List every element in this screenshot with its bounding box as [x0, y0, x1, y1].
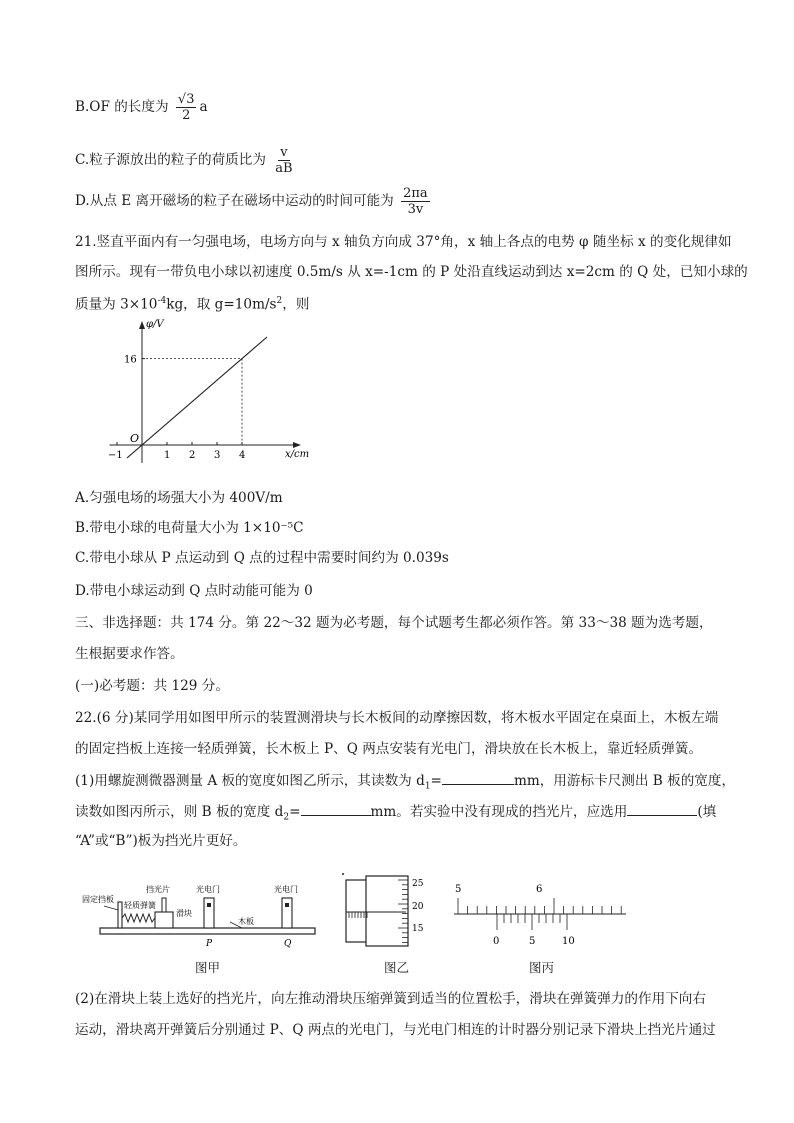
q22-p2-text-d: (填 — [697, 804, 717, 820]
fraction-numerator: 2πa — [403, 186, 428, 201]
thimble-label-25: 25 — [412, 879, 424, 889]
option-b-tail: a — [199, 99, 208, 115]
main-label-5: 5 — [455, 884, 462, 895]
figure-jia-apparatus — [80, 880, 320, 960]
x-tick-label: 1 — [164, 450, 171, 461]
slider-block — [155, 912, 173, 928]
fraction-numerator: v — [280, 145, 288, 160]
phi-x-chart — [90, 315, 330, 475]
answer-blank-d2[interactable] — [301, 801, 371, 816]
caption-yi: 图乙 — [384, 960, 410, 975]
q21-line-3 — [75, 292, 309, 314]
option-b-line — [75, 92, 208, 123]
board — [100, 928, 315, 934]
q22-p2-text-a: 读数如图丙所示，则 B 板的宽度 d — [75, 804, 284, 820]
answer-blank-d1[interactable] — [442, 770, 514, 785]
q22-p2-sub: 2 — [283, 812, 290, 823]
q22-line-1: 22.(6 分)某同学用如图甲所示的装置测滑块与长木板间的动摩擦因数，将木板水平固定在桌面上，木板左端 — [75, 710, 719, 726]
answer-blank-plate[interactable] — [627, 801, 697, 816]
section3-line-2: 生根据要求作答。 — [75, 646, 184, 662]
vernier-label-0: 0 — [493, 936, 500, 947]
q21-mass-text: 质量为 3×10 — [75, 296, 158, 313]
gate-q-dot — [285, 903, 289, 907]
option-b-fraction — [176, 92, 197, 123]
gate-p-dot — [207, 903, 211, 907]
x-axis-label: x/cm — [285, 449, 310, 460]
label-p: P — [206, 939, 213, 949]
section3-line-1: 三、非选择题：共 174 分。第 22～32 题为必考题，每个试题考生都必须作答。第 33～38 题为选考题， — [75, 615, 713, 631]
figure-yi-micrometer — [340, 872, 450, 952]
x-tick-label: 2 — [189, 450, 196, 461]
leader-stop — [104, 906, 118, 910]
q21-line-2: 图所示。现有一带负电小球以初速度 0.5m/s 从 x=-1cm 的 P 处沿直线运动到达 x=2cm 的 Q 处，已知小球的 — [75, 264, 748, 280]
option-d-line — [75, 186, 433, 217]
option-b-text: B.OF 的长度为 — [75, 99, 169, 115]
q21-option-a: A.匀强电场的场强大小为 400V/m — [75, 490, 283, 506]
q22-p1-sub: 1 — [424, 781, 431, 792]
micrometer-thimble — [366, 876, 408, 946]
y-axis-arrow — [139, 321, 145, 329]
option-d-text: D.从点 E 离开磁场的粒子在磁场中运动的时间可能为 — [75, 193, 394, 209]
figure-bing-vernier — [450, 880, 630, 955]
q21-option-c: C.带电小球从 P 点运动到 Q 点的过程中需要时间约为 0.039s — [75, 550, 449, 566]
origin-label: O — [130, 432, 140, 445]
option-c-fraction — [273, 145, 294, 176]
q22-part1-line-1 — [75, 770, 735, 796]
label-gate-1: 光电门 — [196, 885, 220, 894]
q22-part2-line-1: (2)在滑块上装上选好的挡光片，向左推动滑块压缩弹簧到适当的位置松手，滑块在弹簧弹力的作用下向右 — [75, 991, 706, 1007]
q22-p1-text-a: (1)用螺旋测微器测量 A 板的宽度如图乙所示，其读数为 d — [75, 773, 425, 789]
fraction-denominator: 2 — [182, 108, 191, 123]
option-c-line — [75, 145, 298, 176]
photogate-q — [282, 898, 292, 928]
x-tick-label: 3 — [214, 450, 221, 461]
q21-g-exp: 2 — [276, 296, 283, 306]
thimble-label-15: 15 — [412, 924, 424, 934]
light-flag — [162, 898, 166, 912]
q21-line-1: 21.竖直平面内有一匀强电场，电场方向与 x 轴负方向成 37°角，x 轴上各点的电势 φ 随坐标 x 的变化规律如 — [75, 234, 732, 250]
option-c-text: C.粒子源放出的粒子的荷质比为 — [75, 152, 266, 168]
dot-mark — [342, 873, 344, 875]
photogate-p — [204, 898, 214, 928]
section3-line-3: (一)必考题：共 129 分。 — [75, 678, 229, 694]
q21-option-b: B.带电小球的电荷量大小为 1×10⁻⁵C — [75, 520, 304, 536]
vernier-label-5: 5 — [529, 936, 536, 947]
label-flag: 挡光片 — [146, 885, 170, 894]
caption-bing: 图丙 — [529, 960, 555, 975]
main-label-6: 6 — [536, 884, 543, 895]
vernier-scale-ticks — [497, 914, 567, 930]
label-gate-2: 光电门 — [274, 885, 298, 894]
vernier-label-10: 10 — [562, 936, 575, 947]
option-d-fraction — [401, 186, 430, 217]
q22-part1-line-2 — [75, 801, 716, 827]
label-spring: 轻质弹簧 — [124, 901, 156, 910]
fraction-denominator: 3v — [407, 202, 424, 217]
main-scale-ticks — [458, 898, 621, 914]
caption-jia: 图甲 — [195, 960, 221, 975]
q22-p1-eq: = — [430, 773, 442, 789]
x-axis-arrow — [293, 442, 301, 448]
y-tick-label: 16 — [124, 354, 137, 366]
x-tick-label: 4 — [239, 450, 246, 461]
q22-p2-eq: = — [289, 804, 301, 820]
q21-g-text: kg，取 g=10m/s — [166, 296, 277, 313]
fraction-denominator: aB — [275, 161, 293, 176]
x-tick-label: −1 — [108, 450, 123, 461]
label-fixed-stop: 固定挡板 — [82, 895, 114, 904]
series-line-phi — [127, 337, 267, 458]
q21-option-d: D.带电小球运动到 Q 点时动能可能为 0 — [75, 583, 313, 599]
q22-part1-line-3: “A”或“B”)板为挡光片更好。 — [75, 833, 247, 849]
label-slider: 滑块 — [176, 909, 192, 918]
thimble-label-20: 20 — [412, 902, 424, 912]
q22-p1-text-c: mm，用游标卡尺测出 B 板的宽度， — [513, 773, 736, 789]
q22-p2-text-c: mm。若实验中没有现成的挡光片，应选用 — [370, 804, 628, 820]
label-board: 木板 — [238, 917, 254, 926]
y-axis-label: φ/V — [146, 319, 164, 330]
q22-line-2: 的固定挡板上连接一轻质弹簧，长木板上 P、Q 两点安装有光电门，滑块放在长木板上，靠近轻质弹簧。 — [75, 741, 703, 757]
fraction-numerator: √3 — [177, 92, 195, 107]
spring — [122, 914, 155, 922]
label-q: Q — [284, 939, 292, 949]
q22-part2-line-2: 运动，滑块离开弹簧后分别通过 P、Q 两点的光电门，与光电门相连的计时器分别记录下滑块上挡光片通过 — [75, 1022, 716, 1038]
fixed-stop — [118, 902, 122, 928]
q21-mass-exp: -4 — [157, 296, 167, 306]
sleeve-ticks — [349, 912, 367, 918]
q21-then-text: ，则 — [282, 296, 310, 313]
